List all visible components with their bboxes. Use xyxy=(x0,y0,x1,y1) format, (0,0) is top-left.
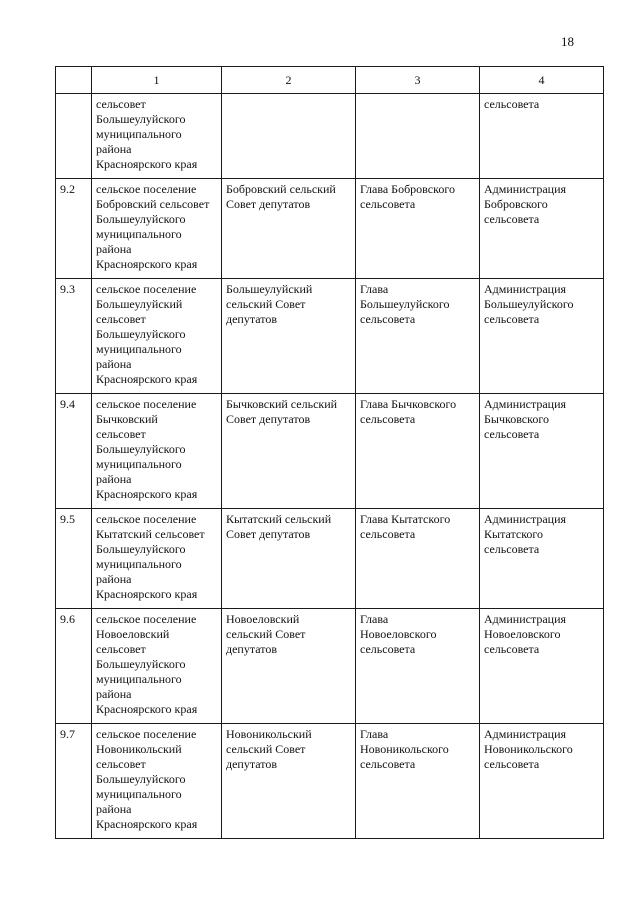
cell-text-line: Кытатский сельский xyxy=(226,512,332,526)
cell-text-line: сельский Совет xyxy=(226,627,306,641)
settlement-cell xyxy=(92,394,222,509)
cell-text-line: сельский Совет xyxy=(226,297,306,311)
table-row xyxy=(56,394,604,509)
cell-text-line: сельсовет xyxy=(96,97,146,111)
cell-text-line: сельсовета xyxy=(360,197,416,211)
cell-text-line: Администрация xyxy=(484,512,567,526)
row-number-cell: 9.6 xyxy=(56,609,92,724)
cell-text-line: Новоеловского xyxy=(484,627,561,641)
header-cell-2: 2 xyxy=(222,67,356,94)
cell-text-line: Большеулуйского xyxy=(96,112,186,126)
administration-cell xyxy=(480,394,604,509)
header-cell-3: 3 xyxy=(356,67,480,94)
administration-cell xyxy=(480,179,604,279)
cell-text-line: Кытатского xyxy=(484,527,544,541)
cell-text-line: Новоникольский xyxy=(226,727,312,741)
row-number-cell: 9.7 xyxy=(56,724,92,839)
cell-text-line: Новоеловский xyxy=(96,627,170,641)
row-number-cell: 9.3 xyxy=(56,279,92,394)
cell-text-line: Красноярского края xyxy=(96,257,198,271)
cell-text-line: муниципального xyxy=(96,557,182,571)
cell-text-line: Совет депутатов xyxy=(226,527,311,541)
representative-body-cell xyxy=(222,179,356,279)
cell-text-line: Большеулуйского xyxy=(484,297,574,311)
table-row xyxy=(56,94,604,179)
cell-text-line: Красноярского края xyxy=(96,587,198,601)
settlement-cell xyxy=(92,179,222,279)
cell-text-line: депутатов xyxy=(226,757,278,771)
cell-text-line: Красноярского края xyxy=(96,702,198,716)
cell-text-line: муниципального xyxy=(96,342,182,356)
representative-body-cell xyxy=(222,394,356,509)
cell-text-line: района xyxy=(96,802,132,816)
settlement-cell xyxy=(92,609,222,724)
cell-text-line: Большеулуйский xyxy=(226,282,313,296)
page-number: 18 xyxy=(561,34,574,49)
head-cell xyxy=(356,179,480,279)
cell-text-line: сельсовета xyxy=(360,642,416,656)
cell-text-line: муниципального xyxy=(96,672,182,686)
header-cell-num xyxy=(56,67,92,94)
settlement-cell xyxy=(92,279,222,394)
cell-text-line: Красноярского края xyxy=(96,157,198,171)
cell-text-line: Бычковский сельский xyxy=(226,397,338,411)
table-row xyxy=(56,279,604,394)
table-row xyxy=(56,724,604,839)
cell-text-line: Глава Бычковского xyxy=(360,397,457,411)
cell-text-line: сельский Совет xyxy=(226,742,306,756)
cell-text-line: Бычковский xyxy=(96,412,158,426)
cell-text-line: сельсовета xyxy=(484,312,540,326)
head-cell xyxy=(356,724,480,839)
cell-text-line: Бобровский сельский xyxy=(226,182,336,196)
cell-text-line: Администрация xyxy=(484,612,567,626)
cell-text-line: Новоникольского xyxy=(484,742,573,756)
cell-text-line: сельсовет xyxy=(96,757,146,771)
cell-text-line: сельское поселение xyxy=(96,282,197,296)
cell-text-line: Большеулуйского xyxy=(360,297,450,311)
cell-text-line: Большеулуйского xyxy=(96,542,186,556)
cell-text-line: Бобровский сельсовет xyxy=(96,197,210,211)
cell-text-line: района xyxy=(96,242,132,256)
table-row xyxy=(56,609,604,724)
cell-text-line: Большеулуйского xyxy=(96,772,186,786)
head-cell xyxy=(356,394,480,509)
cell-text-line: Кытатский сельсовет xyxy=(96,527,205,541)
representative-body-cell xyxy=(222,509,356,609)
settlement-cell xyxy=(92,724,222,839)
cell-text-line: сельсовета xyxy=(484,542,540,556)
table-row xyxy=(56,509,604,609)
cell-text-line: Большеулуйский xyxy=(96,297,183,311)
cell-text-line: Глава xyxy=(360,612,389,626)
cell-text-line: сельсовета xyxy=(484,642,540,656)
cell-text-line: сельсовета xyxy=(484,212,540,226)
cell-text-line: сельское поселение xyxy=(96,512,197,526)
cell-text-line: сельсовета xyxy=(360,312,416,326)
cell-text-line: сельское поселение xyxy=(96,727,197,741)
cell-text-line: района xyxy=(96,687,132,701)
cell-text-line: Новоеловский xyxy=(226,612,300,626)
row-number-cell: 9.4 xyxy=(56,394,92,509)
cell-text-line: сельсовета xyxy=(360,527,416,541)
cell-text-line: Совет депутатов xyxy=(226,412,311,426)
cell-text-line: Красноярского края xyxy=(96,487,198,501)
cell-text-line: муниципального xyxy=(96,457,182,471)
cell-text-line: Глава Кытатского xyxy=(360,512,451,526)
settlement-cell xyxy=(92,509,222,609)
cell-text-line: сельсовета xyxy=(360,412,416,426)
cell-text-line: Большеулуйского xyxy=(96,442,186,456)
table-body xyxy=(56,94,604,839)
cell-text-line: Новоникольский xyxy=(96,742,182,756)
cell-text-line: муниципального xyxy=(96,127,182,141)
cell-text-line: района xyxy=(96,142,132,156)
representative-body-cell xyxy=(222,609,356,724)
administration-cell xyxy=(480,94,604,179)
cell-text-line: сельское поселение xyxy=(96,397,197,411)
cell-text-line: муниципального xyxy=(96,227,182,241)
cell-text-line: Администрация xyxy=(484,397,567,411)
settlement-cell xyxy=(92,94,222,179)
representative-body-cell xyxy=(222,279,356,394)
cell-text-line: района xyxy=(96,572,132,586)
cell-text-line: депутатов xyxy=(226,312,278,326)
row-number-cell: 9.2 xyxy=(56,179,92,279)
cell-text-line: Совет депутатов xyxy=(226,197,311,211)
head-cell xyxy=(356,279,480,394)
cell-text-line: депутатов xyxy=(226,642,278,656)
administration-cell xyxy=(480,724,604,839)
table-row xyxy=(56,179,604,279)
head-cell xyxy=(356,94,480,179)
header-cell-4: 4 xyxy=(480,67,604,94)
cell-text-line: Глава xyxy=(360,282,389,296)
cell-text-line: сельсовета xyxy=(484,427,540,441)
cell-text-line: Глава xyxy=(360,727,389,741)
cell-text-line: района xyxy=(96,357,132,371)
cell-text-line: Глава Бобровского xyxy=(360,182,455,196)
cell-text-line: муниципального xyxy=(96,787,182,801)
cell-text-line: Красноярского края xyxy=(96,817,198,831)
cell-text-line: Новоникольского xyxy=(360,742,449,756)
row-number-cell xyxy=(56,94,92,179)
cell-text-line: Бобровского xyxy=(484,197,548,211)
representative-body-cell xyxy=(222,94,356,179)
cell-text-line: Большеулуйского xyxy=(96,327,186,341)
cell-text-line: сельское поселение xyxy=(96,612,197,626)
cell-text-line: Новоеловского xyxy=(360,627,437,641)
row-number-cell: 9.5 xyxy=(56,509,92,609)
head-cell xyxy=(356,609,480,724)
header-cell-1: 1 xyxy=(92,67,222,94)
cell-text-line: Администрация xyxy=(484,282,567,296)
representative-body-cell xyxy=(222,724,356,839)
cell-text-line: сельсовета xyxy=(484,97,540,111)
cell-text-line: сельсовета xyxy=(360,757,416,771)
cell-text-line: Администрация xyxy=(484,727,567,741)
cell-text-line: сельсовет xyxy=(96,312,146,326)
cell-text-line: сельское поселение xyxy=(96,182,197,196)
cell-text-line: Большеулуйского xyxy=(96,212,186,226)
cell-text-line: сельсовета xyxy=(484,757,540,771)
administration-cell xyxy=(480,609,604,724)
table-header-row xyxy=(56,67,604,94)
administration-cell xyxy=(480,279,604,394)
cell-text-line: Красноярского края xyxy=(96,372,198,386)
cell-text-line: сельсовет xyxy=(96,427,146,441)
cell-text-line: Администрация xyxy=(484,182,567,196)
cell-text-line: Большеулуйского xyxy=(96,657,186,671)
cell-text-line: Бычковского xyxy=(484,412,549,426)
municipal-bodies-table xyxy=(55,66,604,839)
administration-cell xyxy=(480,509,604,609)
head-cell xyxy=(356,509,480,609)
cell-text-line: района xyxy=(96,472,132,486)
cell-text-line: сельсовет xyxy=(96,642,146,656)
